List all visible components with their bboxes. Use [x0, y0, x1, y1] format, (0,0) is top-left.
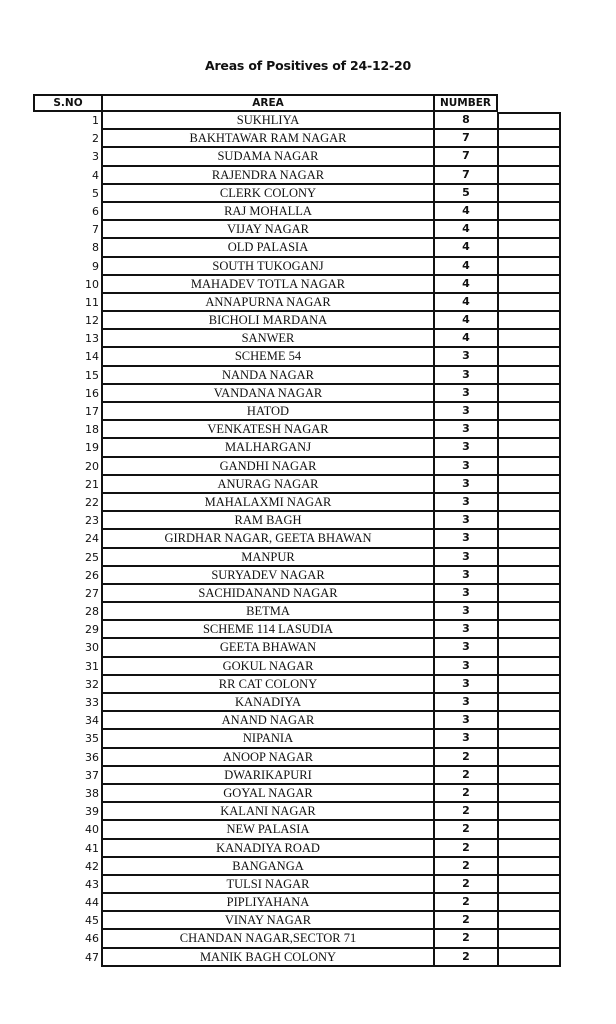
cell-number: 3 — [433, 494, 497, 512]
cell-number: 3 — [433, 530, 497, 548]
cell-empty — [497, 676, 561, 694]
cell-area: MAHALAXMI NAGAR — [101, 494, 433, 512]
cell-area: BICHOLI MARDANA — [101, 312, 433, 330]
cell-empty — [497, 530, 561, 548]
cell-area: DWARIKAPURI — [101, 767, 433, 785]
cell-sno: 13 — [85, 332, 99, 346]
cell-area: GANDHI NAGAR — [101, 458, 433, 476]
table-row — [33, 148, 561, 166]
cell-empty — [497, 658, 561, 676]
cell-empty — [497, 803, 561, 821]
cell-area: RAM BAGH — [101, 512, 433, 530]
cell-empty — [497, 621, 561, 639]
header-area: AREA — [101, 94, 435, 112]
cell-empty — [497, 221, 561, 239]
table-row — [33, 458, 561, 476]
cell-sno: 42 — [85, 859, 99, 873]
table-row — [33, 712, 561, 730]
cell-area: GOYAL NAGAR — [101, 785, 433, 803]
cell-empty — [497, 258, 561, 276]
cell-empty — [497, 130, 561, 148]
cell-empty — [497, 567, 561, 585]
cell-area: ANOOP NAGAR — [101, 749, 433, 767]
table-row — [33, 494, 561, 512]
table-row — [33, 912, 561, 930]
cell-number: 3 — [433, 512, 497, 530]
cell-sno: 46 — [85, 932, 99, 946]
table-row — [33, 112, 561, 130]
cell-number: 7 — [433, 148, 497, 166]
cell-area: KALANI NAGAR — [101, 803, 433, 821]
cell-number: 3 — [433, 712, 497, 730]
cell-sno: 2 — [92, 132, 99, 146]
table-row — [33, 949, 561, 967]
cell-empty — [497, 421, 561, 439]
cell-area: NIPANIA — [101, 730, 433, 748]
cell-area: BETMA — [101, 603, 433, 621]
table-row — [33, 130, 561, 148]
cell-area: CLERK COLONY — [101, 185, 433, 203]
cell-number: 2 — [433, 767, 497, 785]
cell-area: MAHADEV TOTLA NAGAR — [101, 276, 433, 294]
cell-number: 3 — [433, 730, 497, 748]
cell-number: 3 — [433, 385, 497, 403]
cell-empty — [497, 112, 561, 130]
table-row — [33, 221, 561, 239]
cell-number: 2 — [433, 949, 497, 967]
cell-area: SUDAMA NAGAR — [101, 148, 433, 166]
cell-area: SCHEME 114 LASUDIA — [101, 621, 433, 639]
cell-area: SURYADEV NAGAR — [101, 567, 433, 585]
table-row — [33, 348, 561, 366]
cell-empty — [497, 276, 561, 294]
cell-empty — [497, 403, 561, 421]
cell-number: 2 — [433, 894, 497, 912]
cell-empty — [497, 512, 561, 530]
cell-number: 3 — [433, 367, 497, 385]
cell-sno: 9 — [92, 259, 99, 273]
cell-area: SOUTH TUKOGANJ — [101, 258, 433, 276]
cell-empty — [497, 730, 561, 748]
table-row — [33, 603, 561, 621]
cell-sno: 21 — [85, 477, 99, 491]
cell-area: SCHEME 54 — [101, 348, 433, 366]
cell-number: 7 — [433, 130, 497, 148]
cell-number: 3 — [433, 458, 497, 476]
cell-sno: 47 — [85, 950, 99, 964]
table-row — [33, 312, 561, 330]
cell-sno: 43 — [85, 877, 99, 891]
cell-area: SACHIDANAND NAGAR — [101, 585, 433, 603]
cell-area: GOKUL NAGAR — [101, 658, 433, 676]
cell-number: 3 — [433, 348, 497, 366]
table-body — [33, 112, 561, 967]
table-row — [33, 785, 561, 803]
cell-area: RAJ MOHALLA — [101, 203, 433, 221]
cell-number: 4 — [433, 221, 497, 239]
cell-area: MALHARGANJ — [101, 439, 433, 457]
cell-sno: 30 — [85, 641, 99, 655]
table-row — [33, 385, 561, 403]
table-row — [33, 639, 561, 657]
table-row — [33, 567, 561, 585]
cell-sno: 44 — [85, 896, 99, 910]
cell-empty — [497, 203, 561, 221]
cell-sno: 37 — [85, 768, 99, 782]
cell-number: 3 — [433, 658, 497, 676]
cell-empty — [497, 348, 561, 366]
cell-empty — [497, 785, 561, 803]
cell-empty — [497, 385, 561, 403]
header-sno: S.NO — [33, 94, 103, 112]
cell-empty — [497, 639, 561, 657]
cell-sno: 18 — [85, 423, 99, 437]
cell-area: ANAND NAGAR — [101, 712, 433, 730]
cell-empty — [497, 439, 561, 457]
cell-sno: 12 — [85, 314, 99, 328]
cell-sno: 5 — [92, 186, 99, 200]
cell-number: 4 — [433, 203, 497, 221]
table-row — [33, 549, 561, 567]
cell-sno: 32 — [85, 677, 99, 691]
table-row — [33, 767, 561, 785]
cell-area: VENKATESH NAGAR — [101, 421, 433, 439]
cell-number: 4 — [433, 258, 497, 276]
document-title: Areas of Positives of 24-12-20 — [204, 58, 411, 73]
cell-area: RAJENDRA NAGAR — [101, 167, 433, 185]
cell-area: KANADIYA — [101, 694, 433, 712]
table-row — [33, 840, 561, 858]
cell-sno: 3 — [92, 150, 99, 164]
table-row — [33, 658, 561, 676]
cell-area: MANPUR — [101, 549, 433, 567]
cell-number: 2 — [433, 749, 497, 767]
cell-empty — [497, 840, 561, 858]
cell-sno: 23 — [85, 514, 99, 528]
cell-area: VANDANA NAGAR — [101, 385, 433, 403]
cell-area: RR CAT COLONY — [101, 676, 433, 694]
cell-sno: 6 — [92, 204, 99, 218]
cell-sno: 24 — [85, 532, 99, 546]
cell-area: BANGANGA — [101, 858, 433, 876]
cell-sno: 22 — [85, 495, 99, 509]
cell-area: MANIK BAGH COLONY — [101, 949, 433, 967]
table-row — [33, 185, 561, 203]
cell-number: 2 — [433, 876, 497, 894]
table-row — [33, 530, 561, 548]
header-number: NUMBER — [433, 94, 498, 112]
cell-area: ANNAPURNA NAGAR — [101, 294, 433, 312]
cell-empty — [497, 821, 561, 839]
table-row — [33, 803, 561, 821]
positives-table — [33, 94, 561, 967]
cell-sno: 20 — [85, 459, 99, 473]
table-row — [33, 403, 561, 421]
cell-number: 4 — [433, 330, 497, 348]
cell-sno: 39 — [85, 805, 99, 819]
table-row — [33, 367, 561, 385]
cell-number: 2 — [433, 912, 497, 930]
cell-empty — [497, 476, 561, 494]
cell-sno: 34 — [85, 714, 99, 728]
cell-empty — [497, 749, 561, 767]
cell-sno: 40 — [85, 823, 99, 837]
cell-number: 8 — [433, 112, 497, 130]
table-row — [33, 330, 561, 348]
cell-empty — [497, 239, 561, 257]
cell-sno: 41 — [85, 841, 99, 855]
table-row — [33, 894, 561, 912]
cell-empty — [497, 876, 561, 894]
cell-area: CHANDAN NAGAR,SECTOR 71 — [101, 930, 433, 948]
cell-number: 2 — [433, 840, 497, 858]
cell-sno: 7 — [92, 223, 99, 237]
table-header-row — [33, 94, 561, 112]
cell-number: 3 — [433, 694, 497, 712]
cell-empty — [497, 930, 561, 948]
cell-sno: 25 — [85, 550, 99, 564]
table-row — [33, 476, 561, 494]
cell-sno: 26 — [85, 568, 99, 582]
cell-sno: 38 — [85, 786, 99, 800]
cell-sno: 14 — [85, 350, 99, 364]
cell-number: 4 — [433, 312, 497, 330]
table-row — [33, 421, 561, 439]
cell-sno: 29 — [85, 623, 99, 637]
cell-area: OLD PALASIA — [101, 239, 433, 257]
table-row — [33, 821, 561, 839]
table-row — [33, 876, 561, 894]
cell-empty — [497, 494, 561, 512]
cell-area: ANURAG NAGAR — [101, 476, 433, 494]
cell-empty — [497, 767, 561, 785]
cell-area: SANWER — [101, 330, 433, 348]
cell-area: NEW PALASIA — [101, 821, 433, 839]
cell-sno: 17 — [85, 405, 99, 418]
cell-empty — [497, 585, 561, 603]
table-row — [33, 730, 561, 748]
cell-number: 2 — [433, 803, 497, 821]
cell-number: 2 — [433, 930, 497, 948]
table-row — [33, 858, 561, 876]
cell-area: VINAY NAGAR — [101, 912, 433, 930]
cell-empty — [497, 148, 561, 166]
cell-area: GIRDHAR NAGAR, GEETA BHAWAN — [101, 530, 433, 548]
cell-empty — [497, 330, 561, 348]
cell-empty — [497, 549, 561, 567]
cell-empty — [497, 185, 561, 203]
table-row — [33, 512, 561, 530]
cell-sno: 28 — [85, 605, 99, 619]
cell-number: 4 — [433, 276, 497, 294]
cell-empty — [497, 294, 561, 312]
cell-sno: 15 — [85, 368, 99, 382]
table-row — [33, 439, 561, 457]
cell-number: 3 — [433, 549, 497, 567]
cell-number: 3 — [433, 603, 497, 621]
cell-empty — [497, 712, 561, 730]
cell-empty — [497, 312, 561, 330]
cell-area: GEETA BHAWAN — [101, 639, 433, 657]
cell-area: TULSI NAGAR — [101, 876, 433, 894]
cell-number: 3 — [433, 585, 497, 603]
cell-number: 2 — [433, 858, 497, 876]
cell-empty — [497, 858, 561, 876]
cell-empty — [497, 458, 561, 476]
cell-number: 5 — [433, 185, 497, 203]
cell-sno: 35 — [85, 732, 99, 746]
cell-sno: 11 — [85, 295, 99, 309]
table-row — [33, 167, 561, 185]
table-row — [33, 621, 561, 639]
cell-sno: 16 — [85, 386, 99, 400]
cell-number: 3 — [433, 439, 497, 457]
cell-area: KANADIYA ROAD — [101, 840, 433, 858]
table-row — [33, 676, 561, 694]
cell-area: NANDA NAGAR — [101, 367, 433, 385]
cell-number: 2 — [433, 785, 497, 803]
cell-number: 3 — [433, 421, 497, 439]
cell-number: 3 — [433, 676, 497, 694]
cell-sno: 31 — [85, 659, 99, 673]
cell-empty — [497, 912, 561, 930]
table-row — [33, 930, 561, 948]
cell-empty — [497, 949, 561, 967]
cell-area: SUKHLIYA — [101, 112, 433, 130]
cell-empty — [497, 894, 561, 912]
cell-number: 3 — [433, 639, 497, 657]
cell-empty — [497, 167, 561, 185]
table-row — [33, 258, 561, 276]
cell-sno: 36 — [85, 750, 99, 764]
cell-sno: 4 — [92, 168, 99, 182]
cell-empty — [497, 694, 561, 712]
cell-sno: 45 — [85, 914, 99, 928]
table-row — [33, 749, 561, 767]
cell-number: 3 — [433, 403, 497, 421]
cell-sno: 27 — [85, 586, 99, 600]
cell-area: HATOD — [101, 403, 433, 421]
cell-area: BAKHTAWAR RAM NAGAR — [101, 130, 433, 148]
cell-number: 4 — [433, 294, 497, 312]
table-row — [33, 239, 561, 257]
table-row — [33, 585, 561, 603]
cell-number: 3 — [433, 567, 497, 585]
cell-number: 2 — [433, 821, 497, 839]
cell-number: 4 — [433, 239, 497, 257]
cell-sno: 8 — [92, 241, 99, 255]
cell-number: 3 — [433, 476, 497, 494]
cell-number: 3 — [433, 621, 497, 639]
cell-sno: 19 — [85, 441, 99, 455]
cell-area: VIJAY NAGAR — [101, 221, 433, 239]
cell-empty — [497, 603, 561, 621]
cell-sno: 1 — [92, 114, 99, 127]
cell-empty — [497, 367, 561, 385]
cell-sno: 10 — [85, 277, 99, 291]
cell-number: 7 — [433, 167, 497, 185]
table-row — [33, 694, 561, 712]
table-row — [33, 203, 561, 221]
cell-sno: 33 — [85, 696, 99, 709]
table-row — [33, 276, 561, 294]
table-row — [33, 294, 561, 312]
cell-area: PIPLIYAHANA — [101, 894, 433, 912]
